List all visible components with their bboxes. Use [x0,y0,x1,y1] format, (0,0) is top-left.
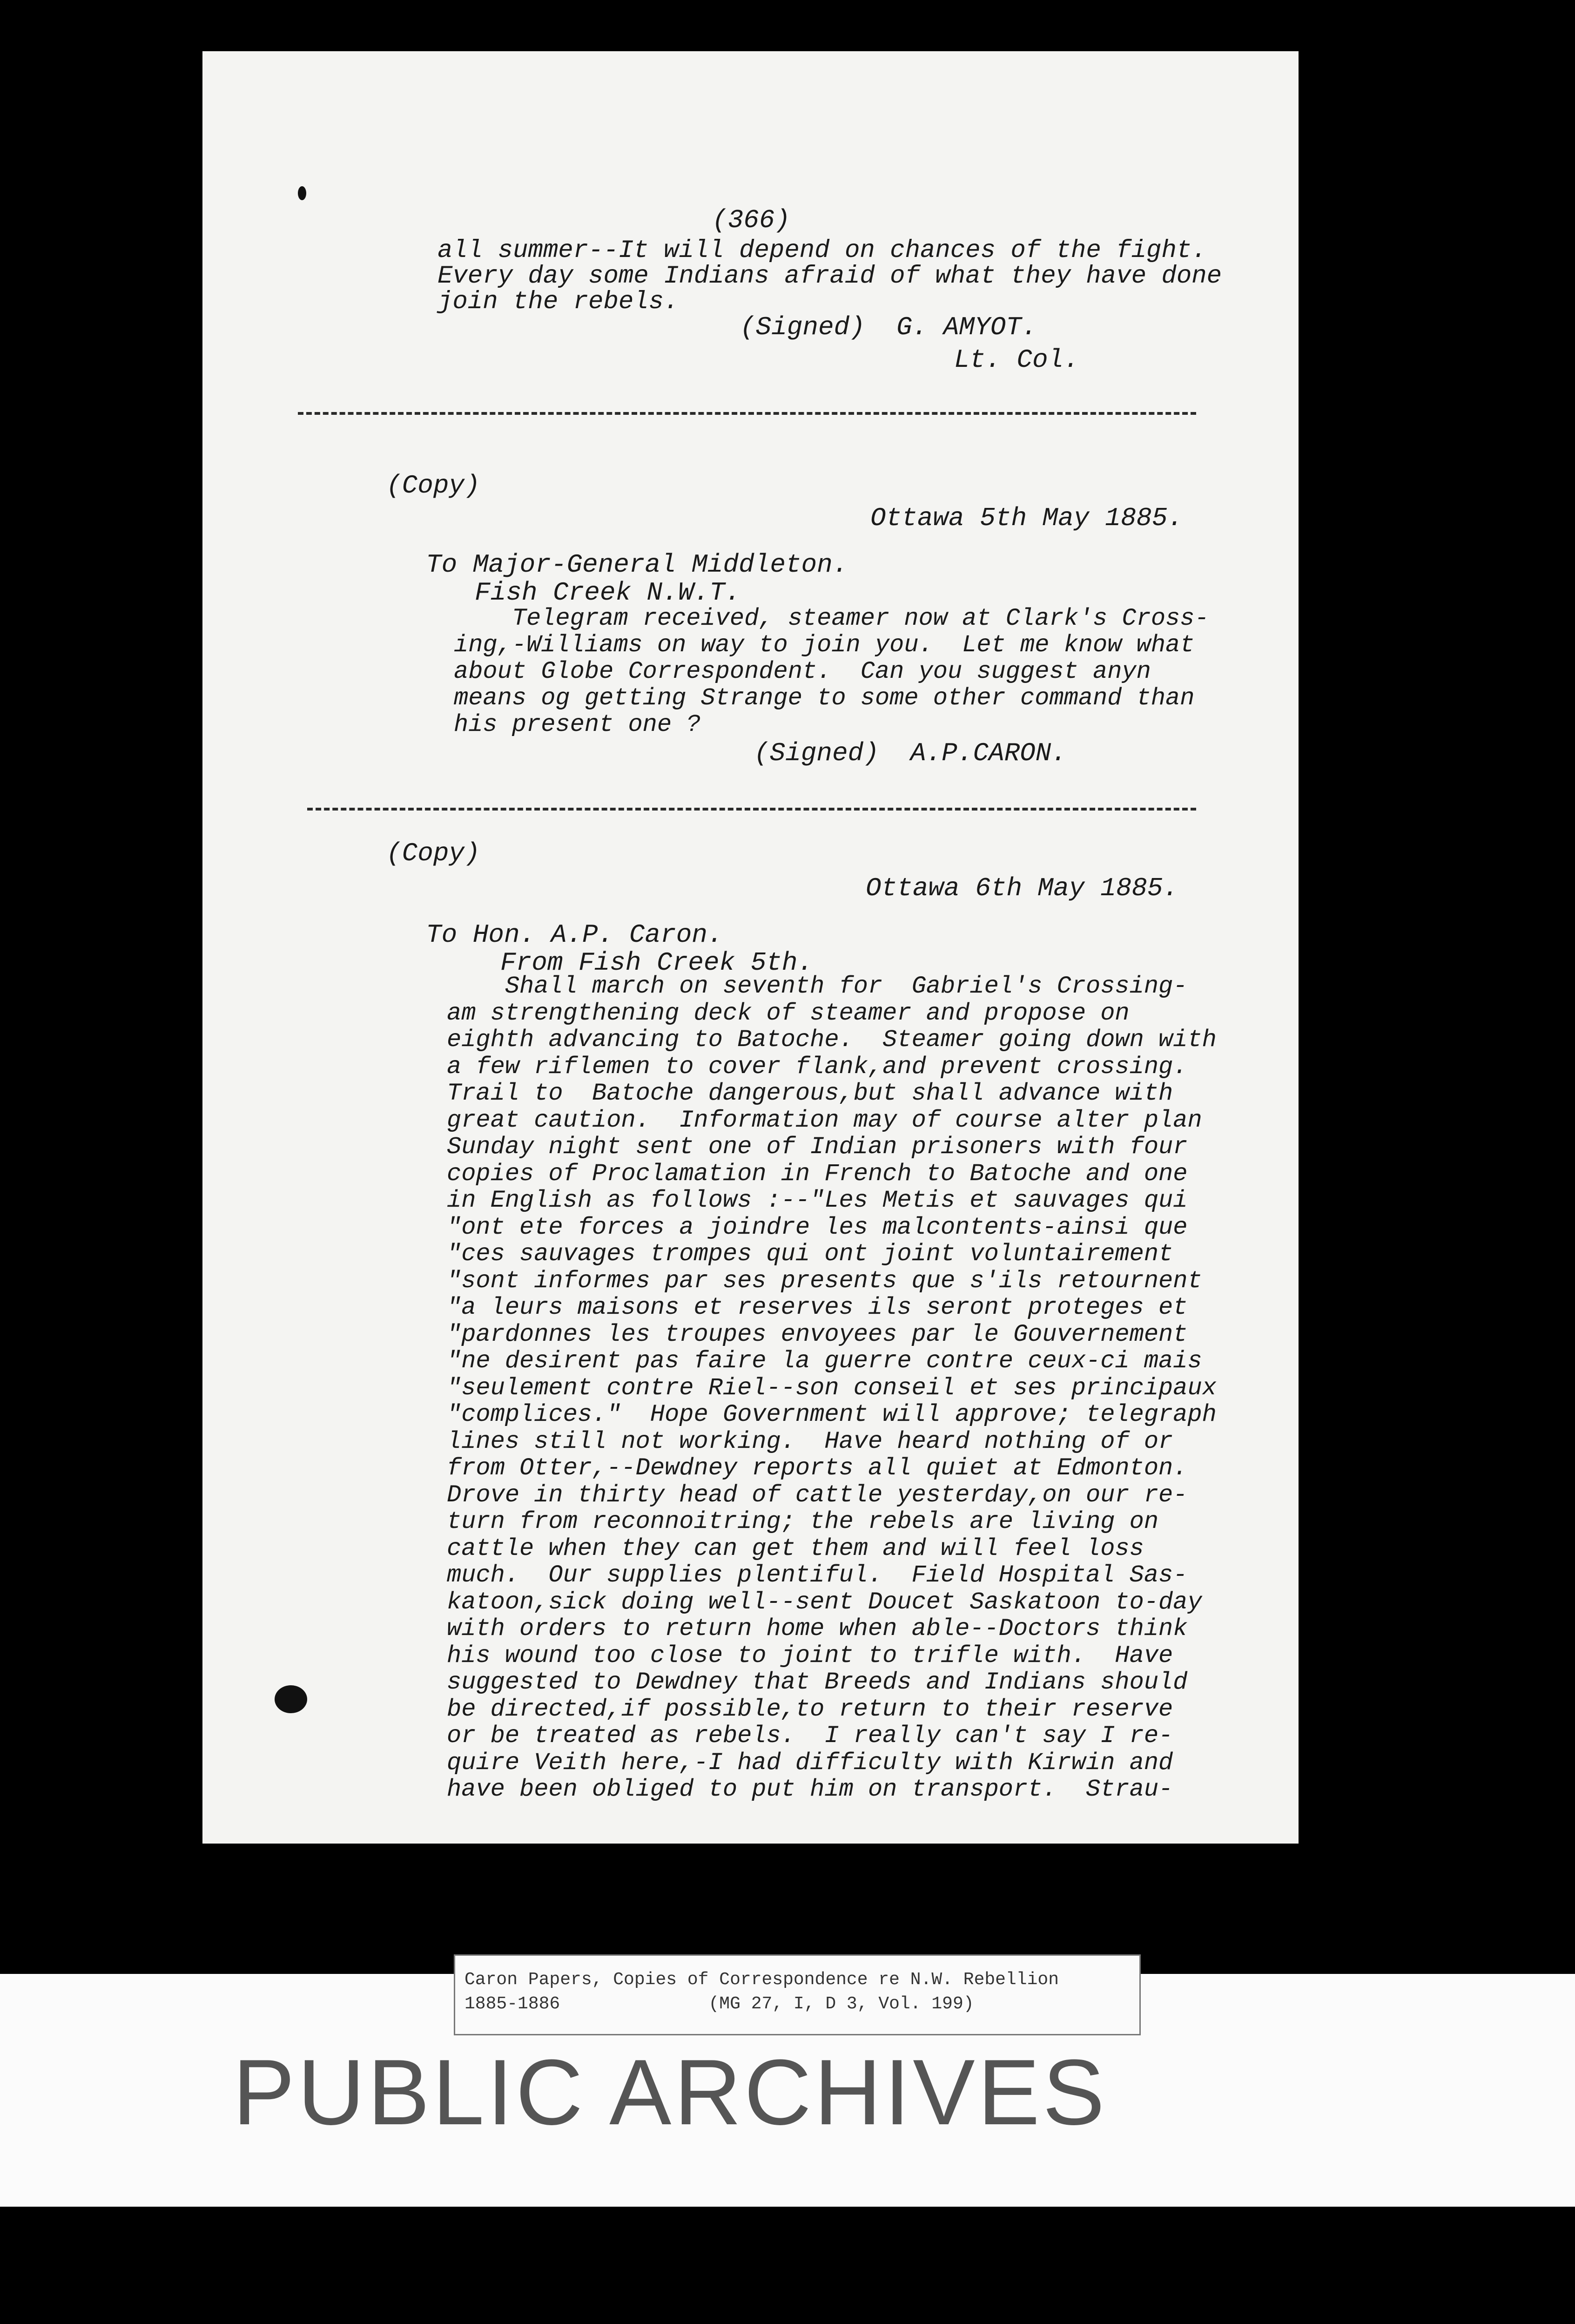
letter2-to: To Major-General Middleton. [426,550,848,580]
text-line: quire Veith here,-I had difficulty with Kirwin and [447,1749,1173,1777]
text-line: great caution. Information may of course alter plan [447,1106,1202,1134]
text-line: Drove in thirty head of cattle yesterday,on our re- [447,1481,1188,1509]
letter2-dateline: Ottawa 5th May 1885. [870,503,1184,533]
archive-label-card [454,1954,1141,2035]
letter3-copy: (Copy) [386,838,480,868]
letter2-signed: (Signed) A.P.CARON. [754,738,1067,768]
archive-stamp: PUBLIC ARCHIVES [233,2040,1108,2144]
text-line: "complices." Hope Government will approve; telegraph [447,1401,1217,1428]
text-line: "a leurs maisons et reserves ils seront proteges et [447,1294,1188,1321]
text-line: Sunday night sent one of Indian prisoners with four [447,1133,1188,1161]
text-line: copies of Proclamation in French to Batoche and one [447,1160,1188,1188]
text-line: all summer--It will depend on chances of the fight. [438,236,1207,265]
text-line: have been obliged to put him on transport. Strau- [447,1776,1173,1803]
text-line: ing,-Williams on way to join you. Let me know what [454,631,1195,659]
text-line: lines still not working. Have heard nothing of or [447,1427,1173,1455]
text-line: means og getting Strange to some other command than [454,684,1195,712]
ink-blot-left [275,1685,307,1713]
text-line: about Globe Correspondent. Can you suggest anyn [454,658,1151,685]
text-line: "seulement contre Riel--son conseil et ses principaux [447,1374,1217,1402]
ink-speck-top [298,186,306,200]
text-line: am strengthening deck of steamer and propose on [447,999,1130,1027]
text-line: katoon,sick doing well--sent Doucet Saskatoon to-day [447,1588,1202,1616]
text-line: a few riflemen to cover flank,and prevent crossing. [447,1053,1188,1081]
letter1-signed: (Signed) G. AMYOT. [740,312,1037,342]
archive-label-line2: 1885-1886 (MG 27, I, D 3, Vol. 199) [464,1994,974,2014]
text-line: "ces sauvages trompes qui ont joint voluntairement [447,1240,1173,1268]
letter3-dateline: Ottawa 6th May 1885. [866,873,1179,903]
text-line: Telegram received, steamer now at Clark's Cross- [454,605,1209,632]
text-line: "ne desirent pas faire la guerre contre ceux-ci mais [447,1347,1202,1375]
text-line: Shall march on seventh for Gabriel's Crossing- [447,973,1188,1000]
text-line: Every day some Indians afraid of what they have done [438,262,1222,290]
text-line: in English as follows :--"Les Metis et sauvages qui [447,1187,1188,1214]
text-line: "ont ete forces a joindre les malcontents-ainsi que [447,1213,1188,1241]
text-line: "pardonnes les troupes envoyees par le Gouvernement [447,1320,1188,1348]
letter3-from: From Fish Creek 5th. [500,948,814,978]
text-line: or be treated as rebels. I really can't say I re- [447,1722,1173,1750]
archive-label-line1: Caron Papers, Copies of Correspondence re N.W. Rebellion [464,1970,1059,1990]
text-line: his wound too close to joint to trifle with. Have [447,1642,1173,1669]
text-line: much. Our supplies plentiful. Field Hospital Sas- [447,1561,1188,1589]
text-line: "sont informes par ses presents que s'ils retournent [447,1267,1202,1295]
letter1-rank: Lt. Col. [954,345,1079,375]
text-line: turn from reconnoitring; the rebels are living on [447,1508,1159,1535]
text-line: join the rebels. [438,288,679,316]
text-line: suggested to Dewdney that Breeds and Indians should [447,1669,1188,1696]
text-line: with orders to return home when able--Doctors think [447,1615,1188,1642]
text-line: from Otter,--Dewdney reports all quiet at Edmonton. [447,1454,1188,1482]
text-line: cattle when they can get them and will feel loss [447,1534,1144,1562]
letter2-copy: (Copy) [386,471,480,500]
letter3-to: To Hon. A.P. Caron. [426,920,723,950]
text-line: be directed,if possible,to return to their reserve [447,1695,1173,1723]
page-number: (366) [712,205,791,235]
text-line: eighth advancing to Batoche. Steamer going down with [447,1026,1217,1054]
text-line: Trail to Batoche dangerous,but shall advance with [447,1080,1173,1107]
divider-rule-1 [298,412,1196,415]
divider-rule-2 [307,808,1196,811]
text-line: his present one ? [454,711,701,738]
letter2-from: Fish Creek N.W.T. [475,578,741,608]
